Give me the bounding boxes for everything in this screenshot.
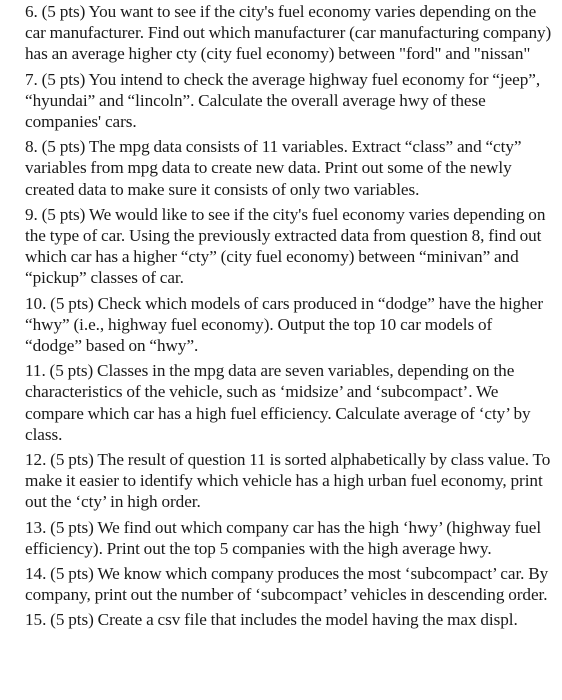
question-14: 14. (5 pts) We know which company produces the most ‘subcompact’ car. By company, print out the number of ‘subcompact’ vehicles in descending order.: [25, 564, 549, 605]
question-12: 12. (5 pts) The result of question 11 is sorted alphabetically by class value. To make it easier to identify which vehicle has a high urban fuel economy, print out the ‘cty’ in high order.: [25, 450, 551, 512]
question-8: 8. (5 pts) The mpg data consists of 11 variables. Extract “class” and “cty” variables from mpg data to create new data. Print out some of the newly created data to make sure it consists of only two variables.: [25, 137, 522, 199]
question-6: 6. (5 pts) You want to see if the city's fuel economy varies depending on the car manufacturer. Find out which manufacturer (car manufacturing company) has an average higher cty (city fuel economy) between "ford" and "nissan": [25, 2, 552, 64]
question-11: 11. (5 pts) Classes in the mpg data are seven variables, depending on the characteristics of the vehicle, such as ‘midsize’ and ‘subcompact’. We compare which car has a high fuel efficiency. Calculate average of ‘cty’ by class.: [25, 361, 531, 444]
question-10: 10. (5 pts) Check which models of cars produced in “dodge” have the higher “hwy” (i.e., highway fuel economy). Output the top 10 car models of “dodge” based on “hwy”.: [25, 293, 544, 356]
question-13: 13. (5 pts) We find out which company car has the high ‘hwy’ (highway fuel efficiency). Print out the top 5 companies with the high average hwy.: [25, 517, 542, 558]
question-7: 7. (5 pts) You intend to check the average highway fuel economy for “jeep”, “hyundai” and “lincoln”. Calculate the overall average hwy of these companies' cars.: [25, 69, 541, 132]
question-15: 15. (5 pts) Create a csv file that includes the model having the max displ.: [25, 610, 518, 630]
question-9: 9. (5 pts) We would like to see if the city's fuel economy varies depending on the type of car. Using the previously extracted data from question 8, find out which car has a higher “cty” (city fuel economy) between “minivan” and “pickup” classes of car.: [25, 204, 546, 288]
